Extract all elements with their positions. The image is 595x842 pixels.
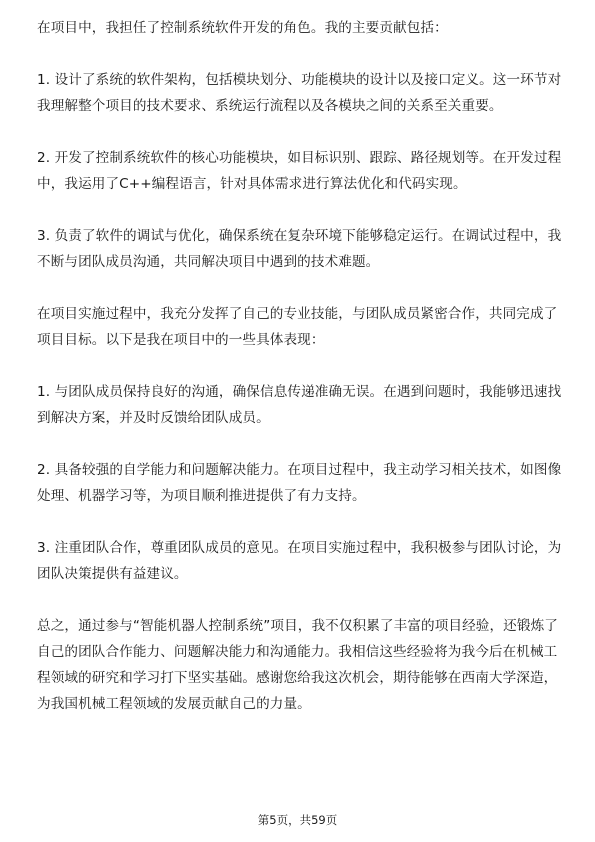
paragraph-performance-intro: 在项目实施过程中，我充分发挥了自己的专业技能，与团队成员紧密合作，共同完成了项目目标。以下是我在项目中的一些具体表现： <box>37 306 558 348</box>
paragraph-contribution-2: 2. 开发了控制系统软件的核心功能模块，如目标识别、跟踪、路径规划等。在开发过程中，我运用了C++编程语言，针对具体需求进行算法优化和代码实现。 <box>37 150 562 192</box>
paragraph-performance-2: 2. 具备较强的自学能力和问题解决能力。在项目过程中，我主动学习相关技术，如图像处理、机器学习等，为项目顺利推进提供了有力支持。 <box>37 462 562 504</box>
page-number-footer: 第5页，共59页 <box>257 813 338 827</box>
paragraph-contribution-1: 1. 设计了系统的软件架构，包括模块划分、功能模块的设计以及接口定义。这一环节对我理解整个项目的技术要求、系统运行流程以及各模块之间的关系至关重要。 <box>37 72 562 114</box>
paragraph-contribution-3: 3. 负责了软件的调试与优化，确保系统在复杂环境下能够稳定运行。在调试过程中，我不断与团队成员沟通，共同解决项目中遇到的技术难题。 <box>37 228 562 270</box>
paragraph-conclusion: 总之，通过参与“智能机器人控制系统”项目，我不仅积累了丰富的项目经验，还锻炼了自己的团队合作能力、问题解决能力和沟通能力。我相信这些经验将为我今后在机械工程领域的研究和学习打下坚实基础。感谢您给我这次机会，期待能够在西南大学深造，为我国机械工程领域的发展贡献自己的力量。 <box>37 618 558 712</box>
paragraph-performance-1: 1. 与团队成员保持良好的沟通，确保信息传递准确无误。在遇到问题时，我能够迅速找到解决方案，并及时反馈给团队成员。 <box>37 384 562 426</box>
document-body <box>37 15 567 743</box>
paragraph-role-intro: 在项目中，我担任了控制系统软件开发的角色。我的主要贡献包括： <box>37 20 448 36</box>
paragraph-performance-3: 3. 注重团队合作，尊重团队成员的意见。在项目实施过程中，我积极参与团队讨论，为团队决策提供有益建议。 <box>37 540 562 582</box>
